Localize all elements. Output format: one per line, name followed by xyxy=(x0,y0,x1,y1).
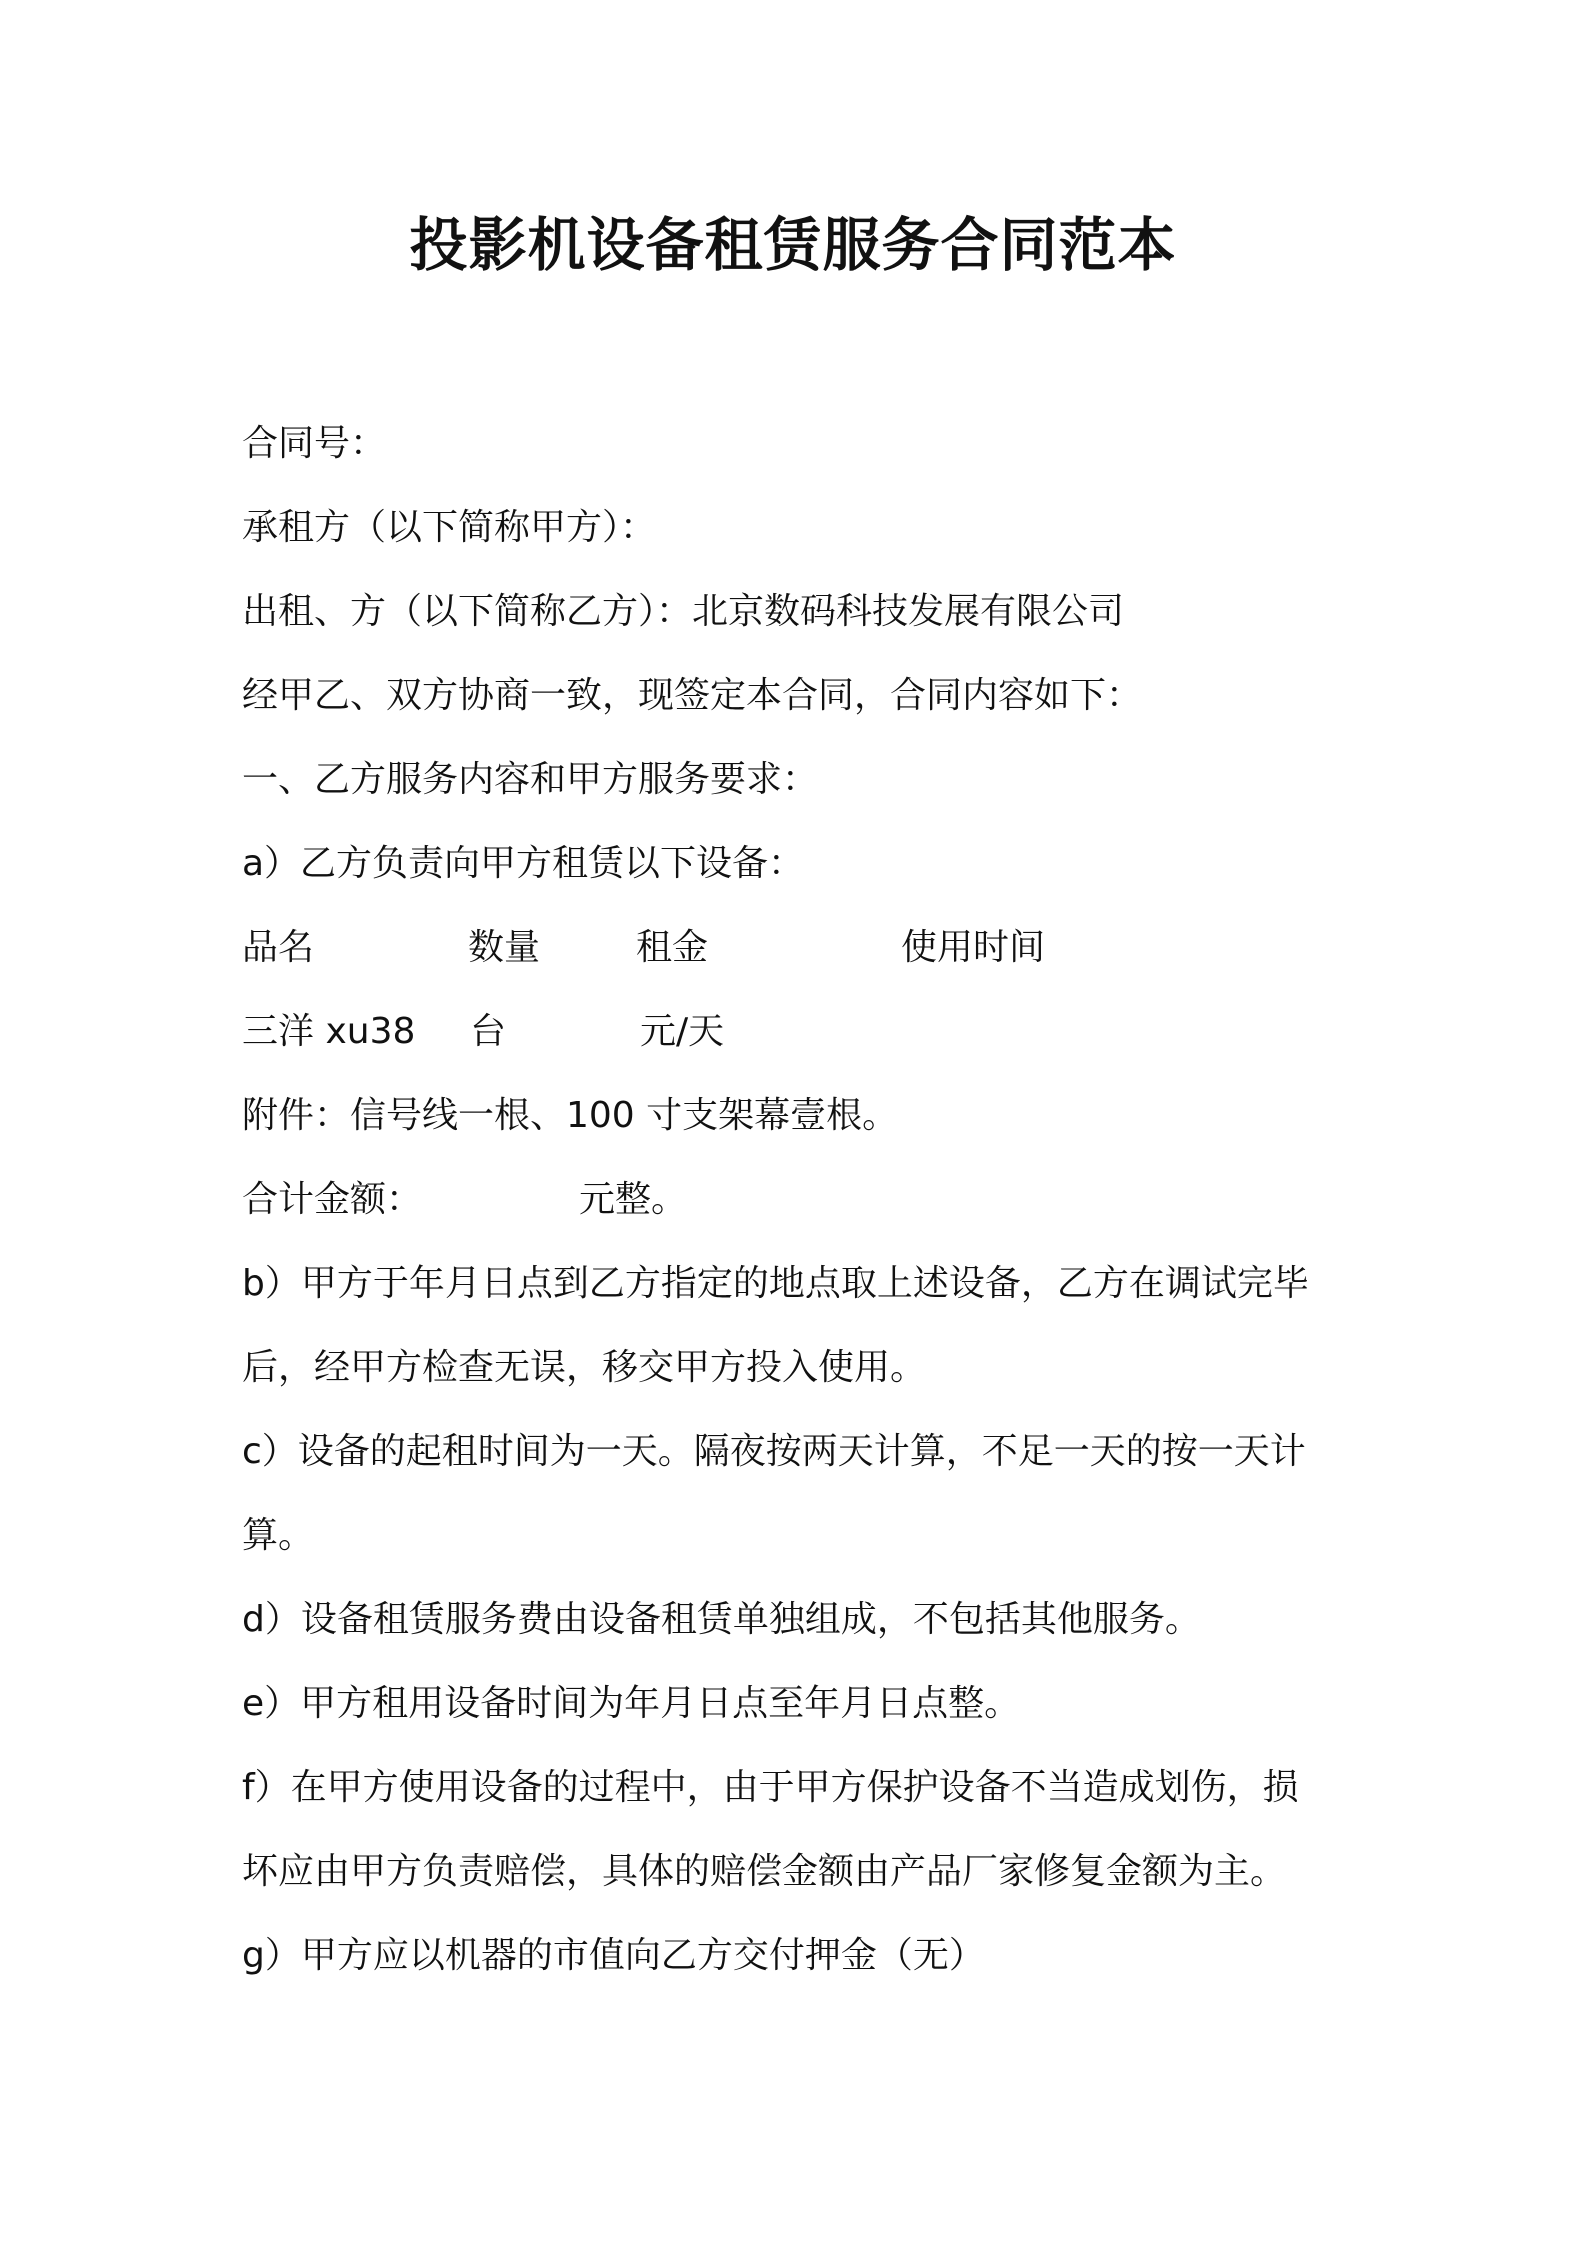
total-amount-line xyxy=(242,1158,1362,1242)
equipment-table-row xyxy=(242,990,1362,1074)
equipment-table-header-row xyxy=(242,906,1362,990)
table-cell-product-name: 三洋 xu38 xyxy=(242,1011,416,1052)
clause-a-line: a）乙方负责向甲方租赁以下设备： xyxy=(242,843,805,884)
lessee-line: 承租方（以下简称甲方）： xyxy=(242,507,657,548)
contract-number-line: 合同号： xyxy=(242,423,387,464)
document-content xyxy=(242,402,1362,1998)
table-header-product-name: 品名 xyxy=(242,927,315,968)
section-heading-services: 一、乙方服务内容和甲方服务要求： xyxy=(242,759,819,800)
table-header-usage-time: 使用时间 xyxy=(901,927,1046,968)
table-header-rent: 租金 xyxy=(636,927,709,968)
clause-c-line-1: c）设备的起租时间为一天。隔夜按两天计算，不足一天的按一天计 xyxy=(242,1431,1306,1472)
clause-c-line-2: 算。 xyxy=(242,1515,315,1556)
accessories-line: 附件：信号线一根、100 寸支架幕壹根。 xyxy=(242,1095,899,1136)
clause-f-line-1: f）在甲方使用设备的过程中，由于甲方保护设备不当造成划伤，损 xyxy=(242,1767,1299,1808)
clause-b-line-1: b）甲方于年月日点到乙方指定的地点取上述设备，乙方在调试完毕 xyxy=(242,1263,1309,1304)
clause-d-line: d）设备租赁服务费由设备租赁单独组成，不包括其他服务。 xyxy=(242,1599,1201,1640)
lessor-line: 出租、方（以下简称乙方）：北京数码科技发展有限公司 xyxy=(242,591,1125,632)
agreement-line: 经甲乙、双方协商一致，现签定本合同，合同内容如下： xyxy=(242,675,1143,716)
clause-e-line: e）甲方租用设备时间为年月日点至年月日点整。 xyxy=(242,1683,1021,1724)
total-amount-label: 合计金额： xyxy=(242,1179,423,1220)
document-title: 投影机设备租赁服务合同范本 xyxy=(409,211,1177,279)
table-cell-quantity-unit: 台 xyxy=(470,1011,507,1052)
clause-b-line-2: 后，经甲方检查无误，移交甲方投入使用。 xyxy=(242,1347,927,1388)
clause-f-line-2: 坏应由甲方负责赔偿，具体的赔偿金额由产品厂家修复金额为主。 xyxy=(242,1851,1287,1892)
table-cell-rent-unit: 元/天 xyxy=(640,1011,725,1052)
clause-g-line: g）甲方应以机器的市值向乙方交付押金（无） xyxy=(242,1935,985,1976)
total-amount-unit: 元整。 xyxy=(579,1179,688,1220)
table-header-quantity: 数量 xyxy=(468,927,541,968)
